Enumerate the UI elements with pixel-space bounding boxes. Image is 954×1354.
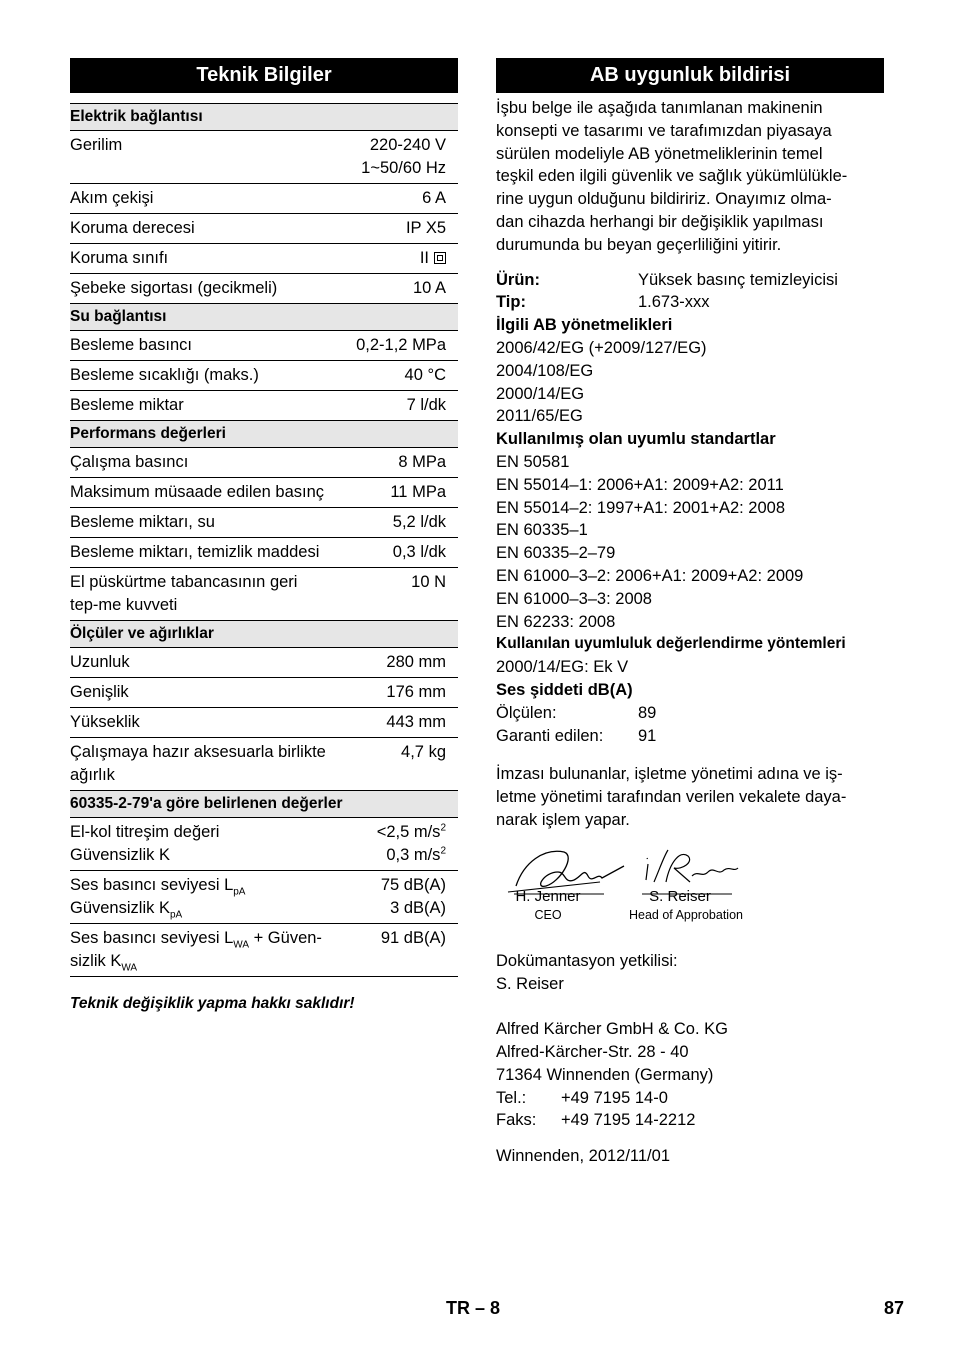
type-line: Tip: 1.673-xxx [496, 293, 710, 312]
tel-line: Tel.: +49 7195 14-0 [496, 1088, 668, 1107]
spec-label: Genişlik [70, 683, 129, 701]
spec-label: Güvensizlik K [70, 846, 170, 864]
directives-heading: İlgili AB yönetmelikleri [496, 316, 673, 335]
footer-section-label: TR – 8 [446, 1298, 501, 1318]
signers-statement [496, 763, 884, 831]
intro-line: İşbu belge ile aşağıda tanımlanan makinenin [496, 99, 823, 117]
spec-value: 5,2 l/dk [392, 513, 446, 531]
footer-page-number: 87 [884, 1298, 905, 1318]
spec-value: 40 °C [404, 366, 446, 384]
place-date: Winnenden, 2012/11/01 [496, 1147, 670, 1166]
standard-item: EN 55014–2: 1997+A1: 2001+A2: 2008 [496, 498, 785, 517]
spec-label: El-kol titreşim değeri [70, 823, 220, 841]
spec-value: 220-240 V [369, 136, 446, 154]
spec-row [70, 331, 458, 361]
signer1-name: H. Jenner [515, 887, 581, 905]
directive-item: 2006/42/EG (+2009/127/EG) [496, 338, 707, 357]
address-line: Alfred-Kärcher-Str. 28 - 40 [496, 1043, 689, 1062]
section-head-vibration: 60335-2-79'a göre belirlenen değerler [70, 791, 458, 818]
technical-data-table [70, 103, 458, 977]
standards-heading: Kullanılmış olan uyumlu standartlar [496, 430, 776, 449]
spec-value: 7 l/dk [406, 396, 446, 414]
standard-item: EN 62233: 2008 [496, 612, 616, 631]
spec-value: 8 MPa [398, 453, 446, 471]
standard-item: EN 55014–1: 2006+A1: 2009+A2: 2011 [496, 475, 784, 494]
documentation-name: S. Reiser [496, 974, 564, 993]
spec-value: 280 mm [386, 653, 446, 671]
spec-sections [70, 104, 458, 791]
measured-line: Ölçülen: 89 [496, 703, 657, 722]
declaration-intro [496, 97, 884, 257]
section-head: Performans değerleri [70, 421, 458, 448]
class-ii-square-icon [434, 252, 446, 264]
standard-item: EN 61000–3–2: 2006+A1: 2009+A2: 2009 [496, 566, 804, 585]
spec-row [70, 478, 458, 508]
directives-list [496, 337, 884, 428]
spec-label: Uzunluk [70, 653, 130, 671]
spec-label: Şebeke sigortası (gecikmeli) [70, 279, 278, 297]
standard-item: EN 50581 [496, 452, 570, 471]
spec-row [70, 538, 458, 568]
spec-value: 91 dB(A) [380, 929, 446, 947]
spec-value: 6 A [422, 189, 446, 207]
signature-block [496, 842, 884, 938]
spec-row-lpa: Ses basıncı seviyesi $L_{pA}$ Güvensizlik $K_{pA}$ 75 dB(A) 3 dB(A) [70, 871, 458, 924]
intro-line: teşkil eden ilgili güvenlik ve sağlık yükümlülükle- [496, 167, 848, 186]
spec-row [70, 131, 458, 184]
spec-value: II [328, 247, 446, 270]
spec-label: Akım çekişi [70, 189, 154, 207]
spec-row [70, 738, 458, 791]
section-head: Su bağlantısı [70, 304, 458, 331]
directive-item: 2011/65/EG [496, 407, 583, 426]
spec-value: 0,2-1,2 MPa [356, 336, 446, 354]
intro-line: durumunda bu beyan geçerliliğini yitirir. [496, 235, 782, 254]
spec-row [70, 648, 458, 678]
spec-label: Çalışma basıncı [70, 453, 189, 471]
spec-row [70, 274, 458, 304]
spec-value: 443 mm [386, 713, 446, 731]
spec-label: Besleme sıcaklığı (maks.) [70, 366, 259, 384]
spec-value: <2,5 m/s [376, 823, 441, 841]
spec-label: Koruma sınıfı [70, 249, 169, 267]
fax-line: Faks: +49 7195 14-2212 [496, 1111, 696, 1130]
documentation-label: Dokümantasyon yetkilisi: [496, 951, 678, 970]
spec-value: 1~50/60 Hz [361, 159, 446, 177]
declaration-column [496, 58, 884, 1168]
spec-row [70, 244, 458, 274]
spec-row [70, 361, 458, 391]
signers-line: letme yönetimi tarafından verilen vekalete daya- [496, 788, 847, 807]
signer1-role: CEO [534, 907, 562, 922]
spec-label: Besleme miktarı, su [70, 513, 215, 531]
spec-value: 176 mm [386, 683, 446, 701]
spec-row-lwa: Ses basıncı seviyesi $L_{WA}$ + Güven- sizlik $K_{WA}$ 91 dB(A) [70, 924, 458, 977]
spec-label: Besleme miktarı, temizlik maddesi [70, 543, 320, 561]
spec-value: IP X5 [405, 219, 446, 237]
guaranteed-line: Garanti edilen: 91 [496, 726, 657, 745]
spec-value: 75 dB(A) [380, 876, 446, 894]
product-line: Ürün: Yüksek basınç temizleyicisi [496, 270, 838, 289]
spec-row [70, 214, 458, 244]
declaration-title: AB uygunluk bildirisi [496, 58, 884, 93]
section-head: Ölçüler ve ağırlıklar [70, 621, 458, 648]
intro-line: rine uygun olduğunu bildiririz. Onayımız olma- [496, 190, 832, 209]
spec-label: Gerilim [70, 136, 123, 154]
spec-value: 0,3 m/s [386, 846, 441, 864]
address-line: Alfred Kärcher GmbH & Co. KG [496, 1020, 728, 1039]
signer2-name: S. Reiser [649, 887, 711, 905]
standards-list [496, 451, 884, 633]
technical-change-note: Teknik değişiklik yapma hakkı saklıdır! [70, 995, 355, 1012]
address-line: 71364 Winnenden (Germany) [496, 1065, 714, 1084]
spec-label: Koruma derecesi [70, 219, 195, 237]
technical-data-column [70, 58, 458, 1013]
section-head: Elektrik bağlantısı [70, 104, 458, 131]
spec-value: 4,7 kg [401, 743, 446, 761]
spec-row-vibration: El-kol titreşim değeri Güvensizlik K <2,5 $m/s^2$ 0,3 $m/s^2$ [70, 818, 458, 871]
directive-item: 2004/108/EG [496, 361, 594, 380]
spec-row [70, 678, 458, 708]
method-value: 2000/14/EG: Ek V [496, 658, 629, 677]
intro-line: konsepti ve tasarımı ve tarafımızdan piyasaya [496, 121, 832, 140]
spec-label: Çalışmaya hazır aksesuarla birlikte ağırlık [70, 743, 326, 784]
spec-value: 3 dB(A) [390, 899, 446, 917]
standard-item: EN 60335–1 [496, 521, 588, 540]
standard-item: EN 61000–3–3: 2008 [496, 589, 652, 608]
spec-label: Maksimum müsaade edilen basınç [70, 483, 325, 501]
spec-label: El püskürtme tabancasının geri tep-me kuvveti [70, 573, 298, 614]
directive-item: 2000/14/EG [496, 384, 585, 403]
spec-value: 11 MPa [390, 483, 446, 501]
spec-label: Besleme miktar [70, 396, 184, 414]
methods-heading: Kullanılan uyumluluk değerlendirme yöntemleri [496, 635, 846, 653]
spec-label: Besleme basıncı [70, 336, 192, 354]
spec-row [70, 708, 458, 738]
spec-value: 10 N [411, 573, 446, 591]
spec-row [70, 508, 458, 538]
intro-line: dan cihazda herhangi bir değişiklik yapılması [496, 212, 824, 231]
intro-line: sürülen modeliyle AB yönetmeliklerinin temel [496, 144, 823, 163]
spec-row [70, 391, 458, 421]
standard-item: EN 60335–2–79 [496, 544, 616, 563]
spec-row [70, 448, 458, 478]
spec-value: 10 A [412, 279, 446, 297]
spec-row [70, 568, 458, 621]
spec-row [70, 184, 458, 214]
signers-line: narak işlem yapar. [496, 810, 630, 829]
spec-value: 0,3 l/dk [392, 543, 446, 561]
spec-label: Yükseklik [70, 713, 140, 731]
company-address [496, 1018, 884, 1086]
sound-heading: Ses şiddeti dB(A) [496, 680, 633, 699]
technical-data-title: Teknik Bilgiler [70, 58, 458, 93]
signer2-role: Head of Approbation [629, 907, 743, 922]
signers-line: İmzası bulunanlar, işletme yönetimi adına ve iş- [496, 765, 843, 784]
